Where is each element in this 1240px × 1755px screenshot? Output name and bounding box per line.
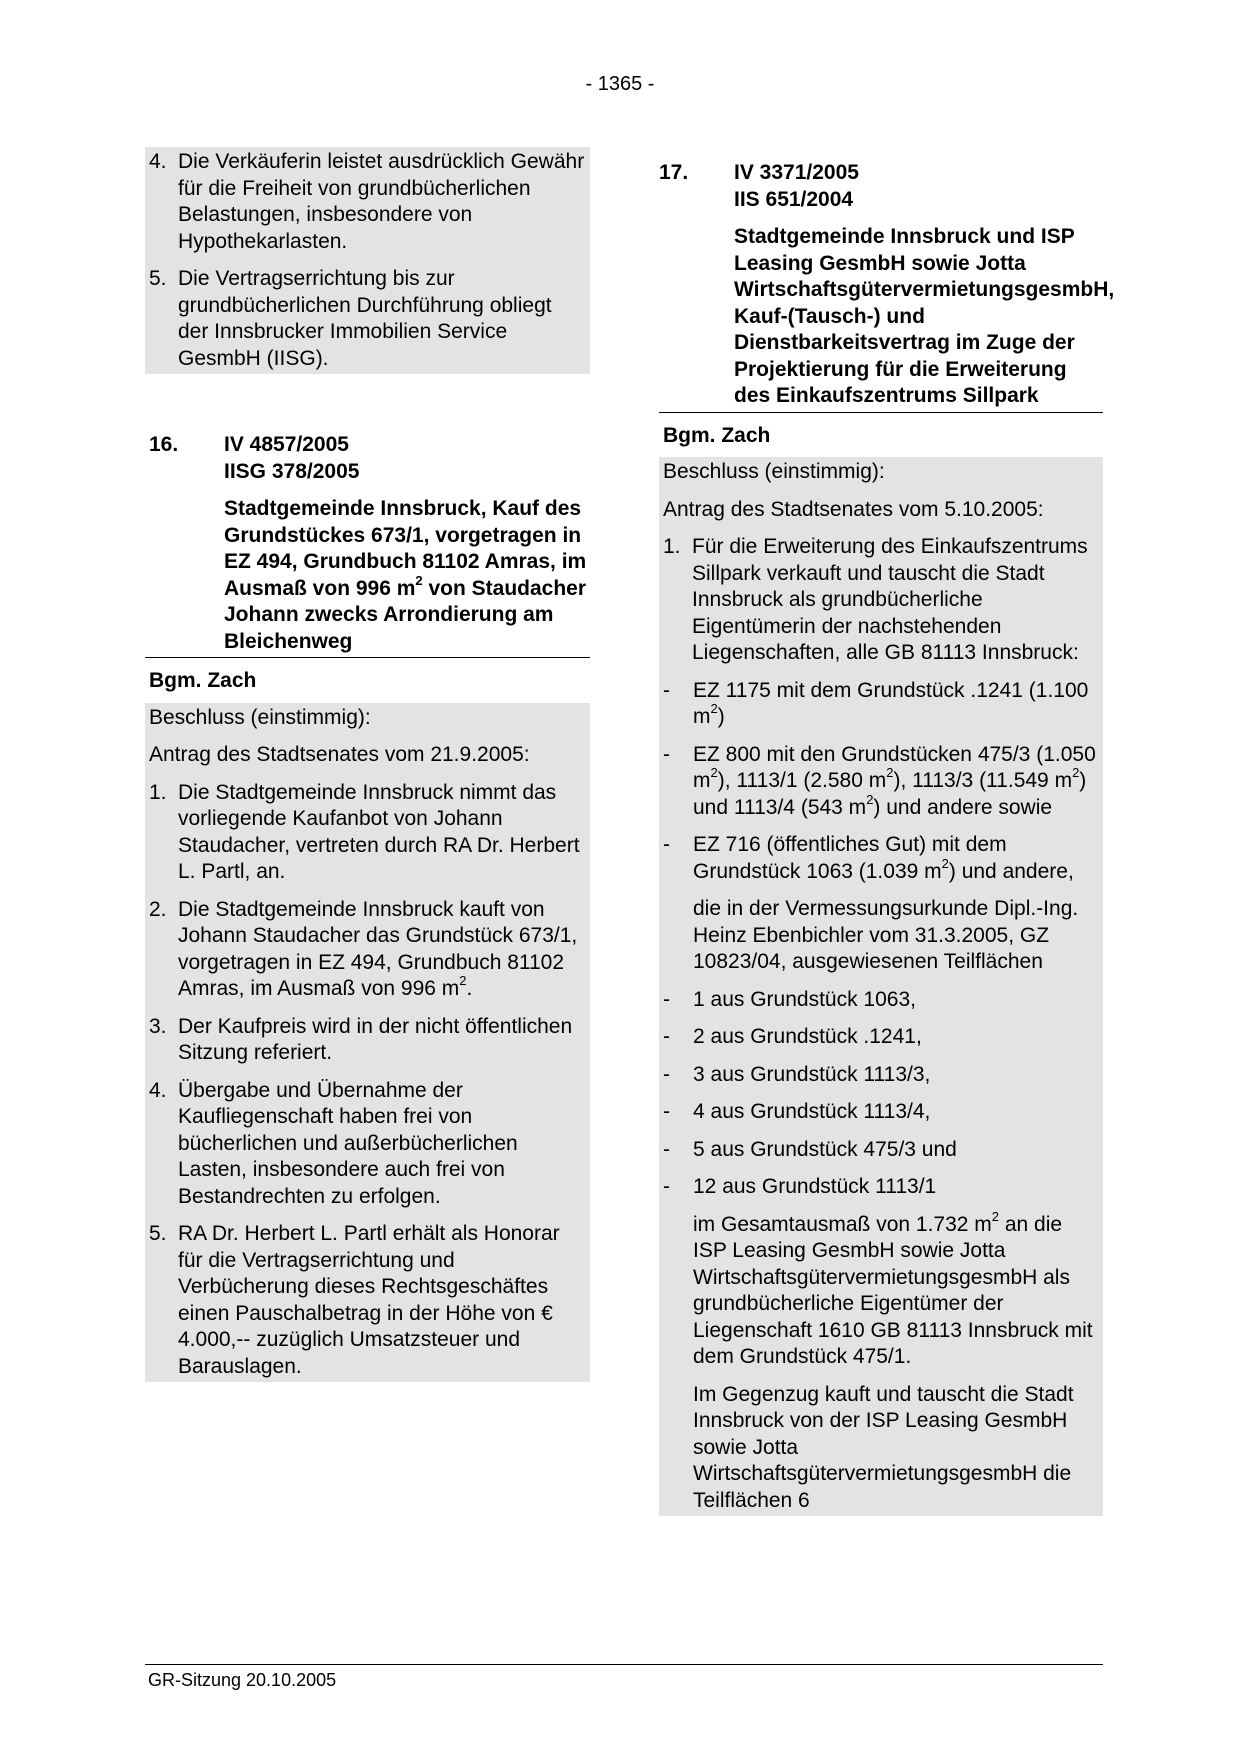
superscript: 2 (710, 701, 718, 716)
dash-text (693, 742, 1099, 822)
item-number: 1. (663, 535, 681, 558)
item-text: Für die Erweiterung des Einkaufszentrums Sillpark verkauft und tauscht die Stadt Innsbruck als grundbücherliche Eigentümerin der nachstehenden Liegenschaften, alle GB 81113 Innsbruck: (692, 535, 1088, 664)
dash-symbol: - (663, 1100, 670, 1123)
text-part: ), 1113/3 (11.549 m (893, 769, 1073, 792)
item-text (178, 897, 586, 1003)
dash-symbol: - (663, 1062, 670, 1086)
superscript: 2 (710, 765, 718, 780)
item-number: 2. (149, 897, 167, 921)
footer-text: GR-Sitzung 20.10.2005 (148, 1670, 337, 1690)
dash-text: 4 aus Grundstück 1113/4, (693, 1100, 931, 1123)
text-part: ) und andere sowie (873, 795, 1053, 819)
superscript: 2 (886, 765, 894, 780)
item-number: 4. (149, 1078, 167, 1102)
dash-symbol: - (663, 1175, 670, 1198)
motion-text: Antrag des Stadtsenates vom 21.9.2005: (149, 743, 530, 766)
dash-symbol: - (663, 678, 670, 702)
dash-item (663, 742, 1099, 822)
shaded-block-top (145, 147, 590, 374)
dash-item (663, 678, 1099, 731)
dash-text: 12 aus Grundstück 1113/1 (693, 1175, 937, 1198)
superscript: 2 (991, 1208, 1000, 1224)
dash-item (663, 1099, 1099, 1126)
left-column (145, 147, 590, 1382)
section-16-title (145, 496, 590, 658)
survey-text: die in der Vermessungsurkunde Dipl.-Ing. Heinz Ebenbichler vom 31.3.2005, GZ 10823/04, ausgewiesenen Teilflächen (693, 897, 1079, 973)
title-text: Stadtgemeinde Innsbruck und ISP Leasing GesmbH sowie Jotta WirtschaftsgütervermietungsgesmbH, Kauf-(Tausch-) und Dienstbarkeitsvertrag im Zuge der Projektierung für die Erweiterung des Einkaufszentrums Sillpark (734, 225, 1115, 407)
speaker: Bgm. Zach (663, 423, 771, 447)
text-part: ) und 1113/4 (543 m (693, 769, 1087, 819)
section-ref: IISG 378/2005 (224, 459, 360, 483)
list-item (149, 1014, 586, 1067)
dash-symbol: - (663, 1137, 670, 1161)
item-number: 5. (149, 267, 167, 290)
dash-item (663, 1137, 1099, 1164)
item-number: 1. (149, 780, 167, 804)
shaded-block-decision (145, 703, 590, 1383)
section-16-header (145, 432, 590, 459)
motion-text: Antrag des Stadtsenates vom 5.10.2005: (663, 497, 1044, 521)
dash-item (663, 987, 1099, 1014)
dash-text (693, 678, 1099, 731)
dash-text: 2 aus Grundstück .1241, (693, 1025, 922, 1048)
decision-text: Beschluss (einstimmig): (663, 460, 885, 483)
speaker: Bgm. Zach (149, 669, 257, 692)
dash-item (663, 1024, 1099, 1051)
section-ref: IIS 651/2004 (734, 187, 854, 211)
shaded-block-decision (659, 457, 1103, 1516)
right-column (659, 160, 1115, 1516)
dash-item (663, 1174, 1099, 1201)
list-item (149, 897, 586, 1003)
text-part: ), 1113/1 (2.580 m (717, 769, 887, 792)
section-number: 17. (659, 161, 689, 184)
title-text: von Staudacher Johann zwecks Arrondierung am Bleichenweg (224, 576, 587, 653)
section-ref: IV 3371/2005 (734, 161, 859, 184)
footer-divider (145, 1664, 1103, 1665)
section-number: 16. (149, 433, 179, 456)
item-text-part: Die Stadtgemeinde Innsbruck kauft von Johann Staudacher das Grundstück 673/1, vorgetragen in EZ 494, Grundbuch 81102 Amras, im Ausmaß von 996 m (178, 897, 578, 1000)
dash-text: 1 aus Grundstück 1063, (693, 987, 916, 1011)
text-part: im Gesamtausmaß von 1.732 m (693, 1212, 992, 1236)
list-item (149, 266, 586, 372)
list-item (149, 780, 586, 886)
section-17-title (659, 224, 1115, 413)
dash-text (693, 832, 1099, 885)
superscript: 2 (941, 855, 949, 871)
dash-symbol: - (663, 742, 670, 766)
total-text (663, 1208, 1099, 1371)
item-number: 3. (149, 1014, 167, 1038)
superscript: 2 (459, 973, 467, 988)
dash-symbol: - (663, 833, 670, 856)
item-text: Die Verkäuferin leistet ausdrücklich Gewähr für die Freiheit von grundbücherlichen Belastungen, insbesondere von Hypothekarlasten. (178, 150, 585, 253)
list-item (149, 149, 586, 255)
dash-text: 5 aus Grundstück 475/3 und (693, 1137, 957, 1161)
decision-text: Beschluss (einstimmig): (149, 705, 371, 729)
dash-item (663, 1062, 1099, 1089)
item-number: 4. (149, 150, 167, 173)
item-text: Die Stadtgemeinde Innsbruck nimmt das vorliegende Kaufanbot von Johann Staudacher, vertreten durch RA Dr. Herbert L. Partl, an. (178, 780, 580, 883)
text-part: ) und andere, (948, 859, 1074, 883)
text-part: EZ 716 (öffentliches Gut) mit dem Grundstück 1063 (1.039 m (693, 833, 1007, 883)
list-item (149, 1221, 586, 1380)
page-number: - 1365 - (585, 73, 655, 95)
exchange-text: Im Gegenzug kauft und tauscht die Stadt Innsbruck von der ISP Leasing GesmbH sowie Jotta WirtschaftsgütervermietungsgesmbH die Teilflächen 6 (693, 1382, 1074, 1512)
text-part: an die ISP Leasing GesmbH sowie Jotta WirtschaftsgütervermietungsgesmbH als grundbücherliche Eigentümer der Liegenschaft 1610 GB 81113 Innsbruck mit dem Grundstück 475/1. (693, 1212, 1093, 1368)
dash-symbol: - (663, 1025, 670, 1048)
section-ref: IV 4857/2005 (224, 433, 349, 456)
dash-text: 3 aus Grundstück 1113/3, (693, 1062, 931, 1086)
superscript: 2 (415, 572, 423, 588)
item-text: Die Vertragserrichtung bis zur grundbücherlichen Durchführung obliegt der Innsbrucker Immobilien Service GesmbH (IISG). (178, 267, 552, 370)
dash-symbol: - (663, 987, 670, 1011)
item-text: RA Dr. Herbert L. Partl erhält als Honorar für die Vertragserrichtung und Verbücherung dieses Rechtsgeschäftes einen Pauschalbetrag in der Höhe von € 4.000,-- zuzüglich Umsatzsteuer und Barauslagen. (178, 1222, 560, 1378)
item-text: Übergabe und Übernahme der Kaufliegenschaft haben frei von bücherlichen und außerbücherlichen Lasten, insbesondere auch frei von Bestandrechten zu erfolgen. (178, 1078, 518, 1208)
dash-item (663, 832, 1099, 885)
title-text: Stadtgemeinde Innsbruck, Kauf des Grundstückes 673/1, vorgetragen in EZ 494, Grundbuch 81102 Amras, im Ausmaß von 996 m (224, 497, 587, 600)
section-17-header (659, 160, 1103, 187)
text-part: EZ 800 mit den Grundstücken 475/3 (1.050 m (693, 742, 1096, 792)
item-text-part: . (466, 977, 473, 1000)
list-item (663, 534, 1099, 667)
text-part: EZ 1175 mit dem Grundstück .1241 (1.100 m (693, 678, 1089, 728)
item-number: 5. (149, 1222, 167, 1245)
superscript: 2 (866, 791, 874, 807)
item-text: Der Kaufpreis wird in der nicht öffentlichen Sitzung referiert. (178, 1014, 573, 1064)
list-item (149, 1078, 586, 1211)
text-part: ) (717, 705, 725, 728)
superscript: 2 (1072, 765, 1080, 780)
